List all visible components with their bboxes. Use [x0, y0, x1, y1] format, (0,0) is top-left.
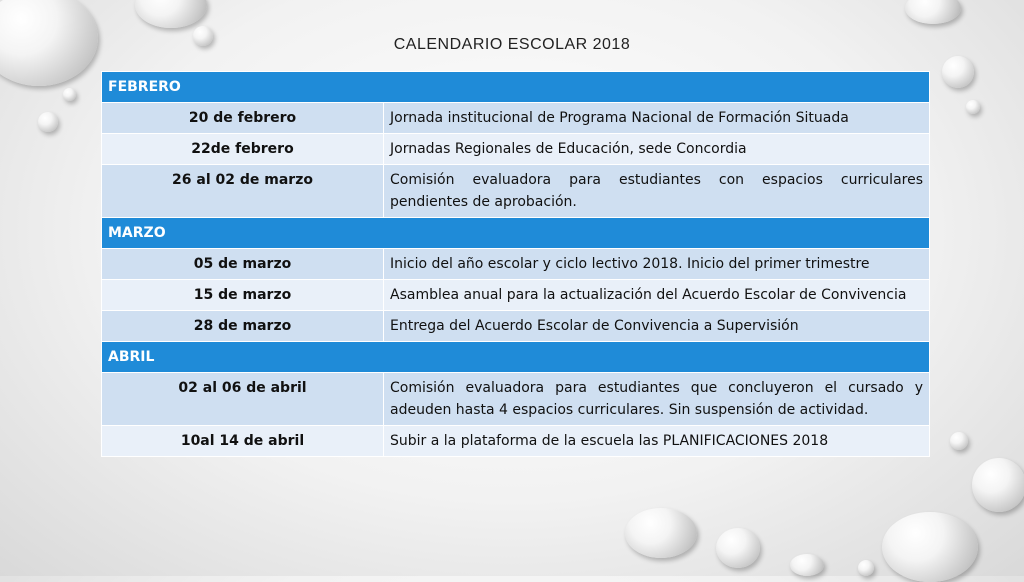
water-drop-decoration: [882, 512, 978, 582]
water-drop-decoration: [716, 528, 760, 568]
water-drop-decoration: [63, 88, 76, 101]
table-row: [102, 280, 930, 311]
water-drop-decoration: [625, 508, 697, 558]
water-drop-decoration: [966, 100, 980, 114]
event-date: 02 al 06 de abril: [102, 373, 384, 426]
water-drop-decoration: [950, 432, 968, 450]
event-description: Inicio del año escolar y ciclo lectivo 2018. Inicio del primer trimestre: [384, 249, 930, 280]
section-title: MARZO: [102, 218, 930, 249]
event-description: Asamblea anual para la actualización del Acuerdo Escolar de Convivencia: [384, 280, 930, 311]
section-header-marzo: [102, 218, 930, 249]
calendar-table: [101, 71, 930, 457]
water-drop-decoration: [135, 0, 207, 28]
event-date: 22de febrero: [102, 134, 384, 165]
event-date: 05 de marzo: [102, 249, 384, 280]
section-title: ABRIL: [102, 342, 930, 373]
section-header-abril: [102, 342, 930, 373]
event-description: Subir a la plataforma de la escuela las PLANIFICACIONES 2018: [384, 426, 930, 457]
section-title: FEBRERO: [102, 72, 930, 103]
event-description: Jornada institucional de Programa Nacional de Formación Situada: [384, 103, 930, 134]
event-description: Comisión evaluadora para estudiantes con espacios curriculares pendientes de aprobación.: [384, 165, 930, 218]
page-title: CALENDARIO ESCOLAR 2018: [393, 36, 631, 53]
event-date: 15 de marzo: [102, 280, 384, 311]
table-row: [102, 249, 930, 280]
table-row: [102, 373, 930, 426]
water-drop-decoration: [38, 112, 58, 132]
water-drop-decoration: [905, 0, 961, 24]
table-row: [102, 426, 930, 457]
water-drop-decoration: [942, 56, 974, 88]
event-date: 20 de febrero: [102, 103, 384, 134]
water-drop-decoration: [972, 458, 1024, 512]
event-description: Comisión evaluadora para estudiantes que concluyeron el cursado y adeuden hasta 4 espacios curriculares. Sin suspensión de actividad.: [384, 373, 930, 426]
table-row: [102, 103, 930, 134]
event-date: 10al 14 de abril: [102, 426, 384, 457]
event-date: 28 de marzo: [102, 311, 384, 342]
table-row: [102, 311, 930, 342]
event-description: Jornadas Regionales de Educación, sede Concordia: [384, 134, 930, 165]
water-drop-decoration: [858, 560, 874, 576]
event-date: 26 al 02 de marzo: [102, 165, 384, 218]
table-row: [102, 134, 930, 165]
water-drop-decoration: [790, 554, 824, 576]
event-description: Entrega del Acuerdo Escolar de Convivencia a Supervisión: [384, 311, 930, 342]
section-header-febrero: [102, 72, 930, 103]
table-row: [102, 165, 930, 218]
